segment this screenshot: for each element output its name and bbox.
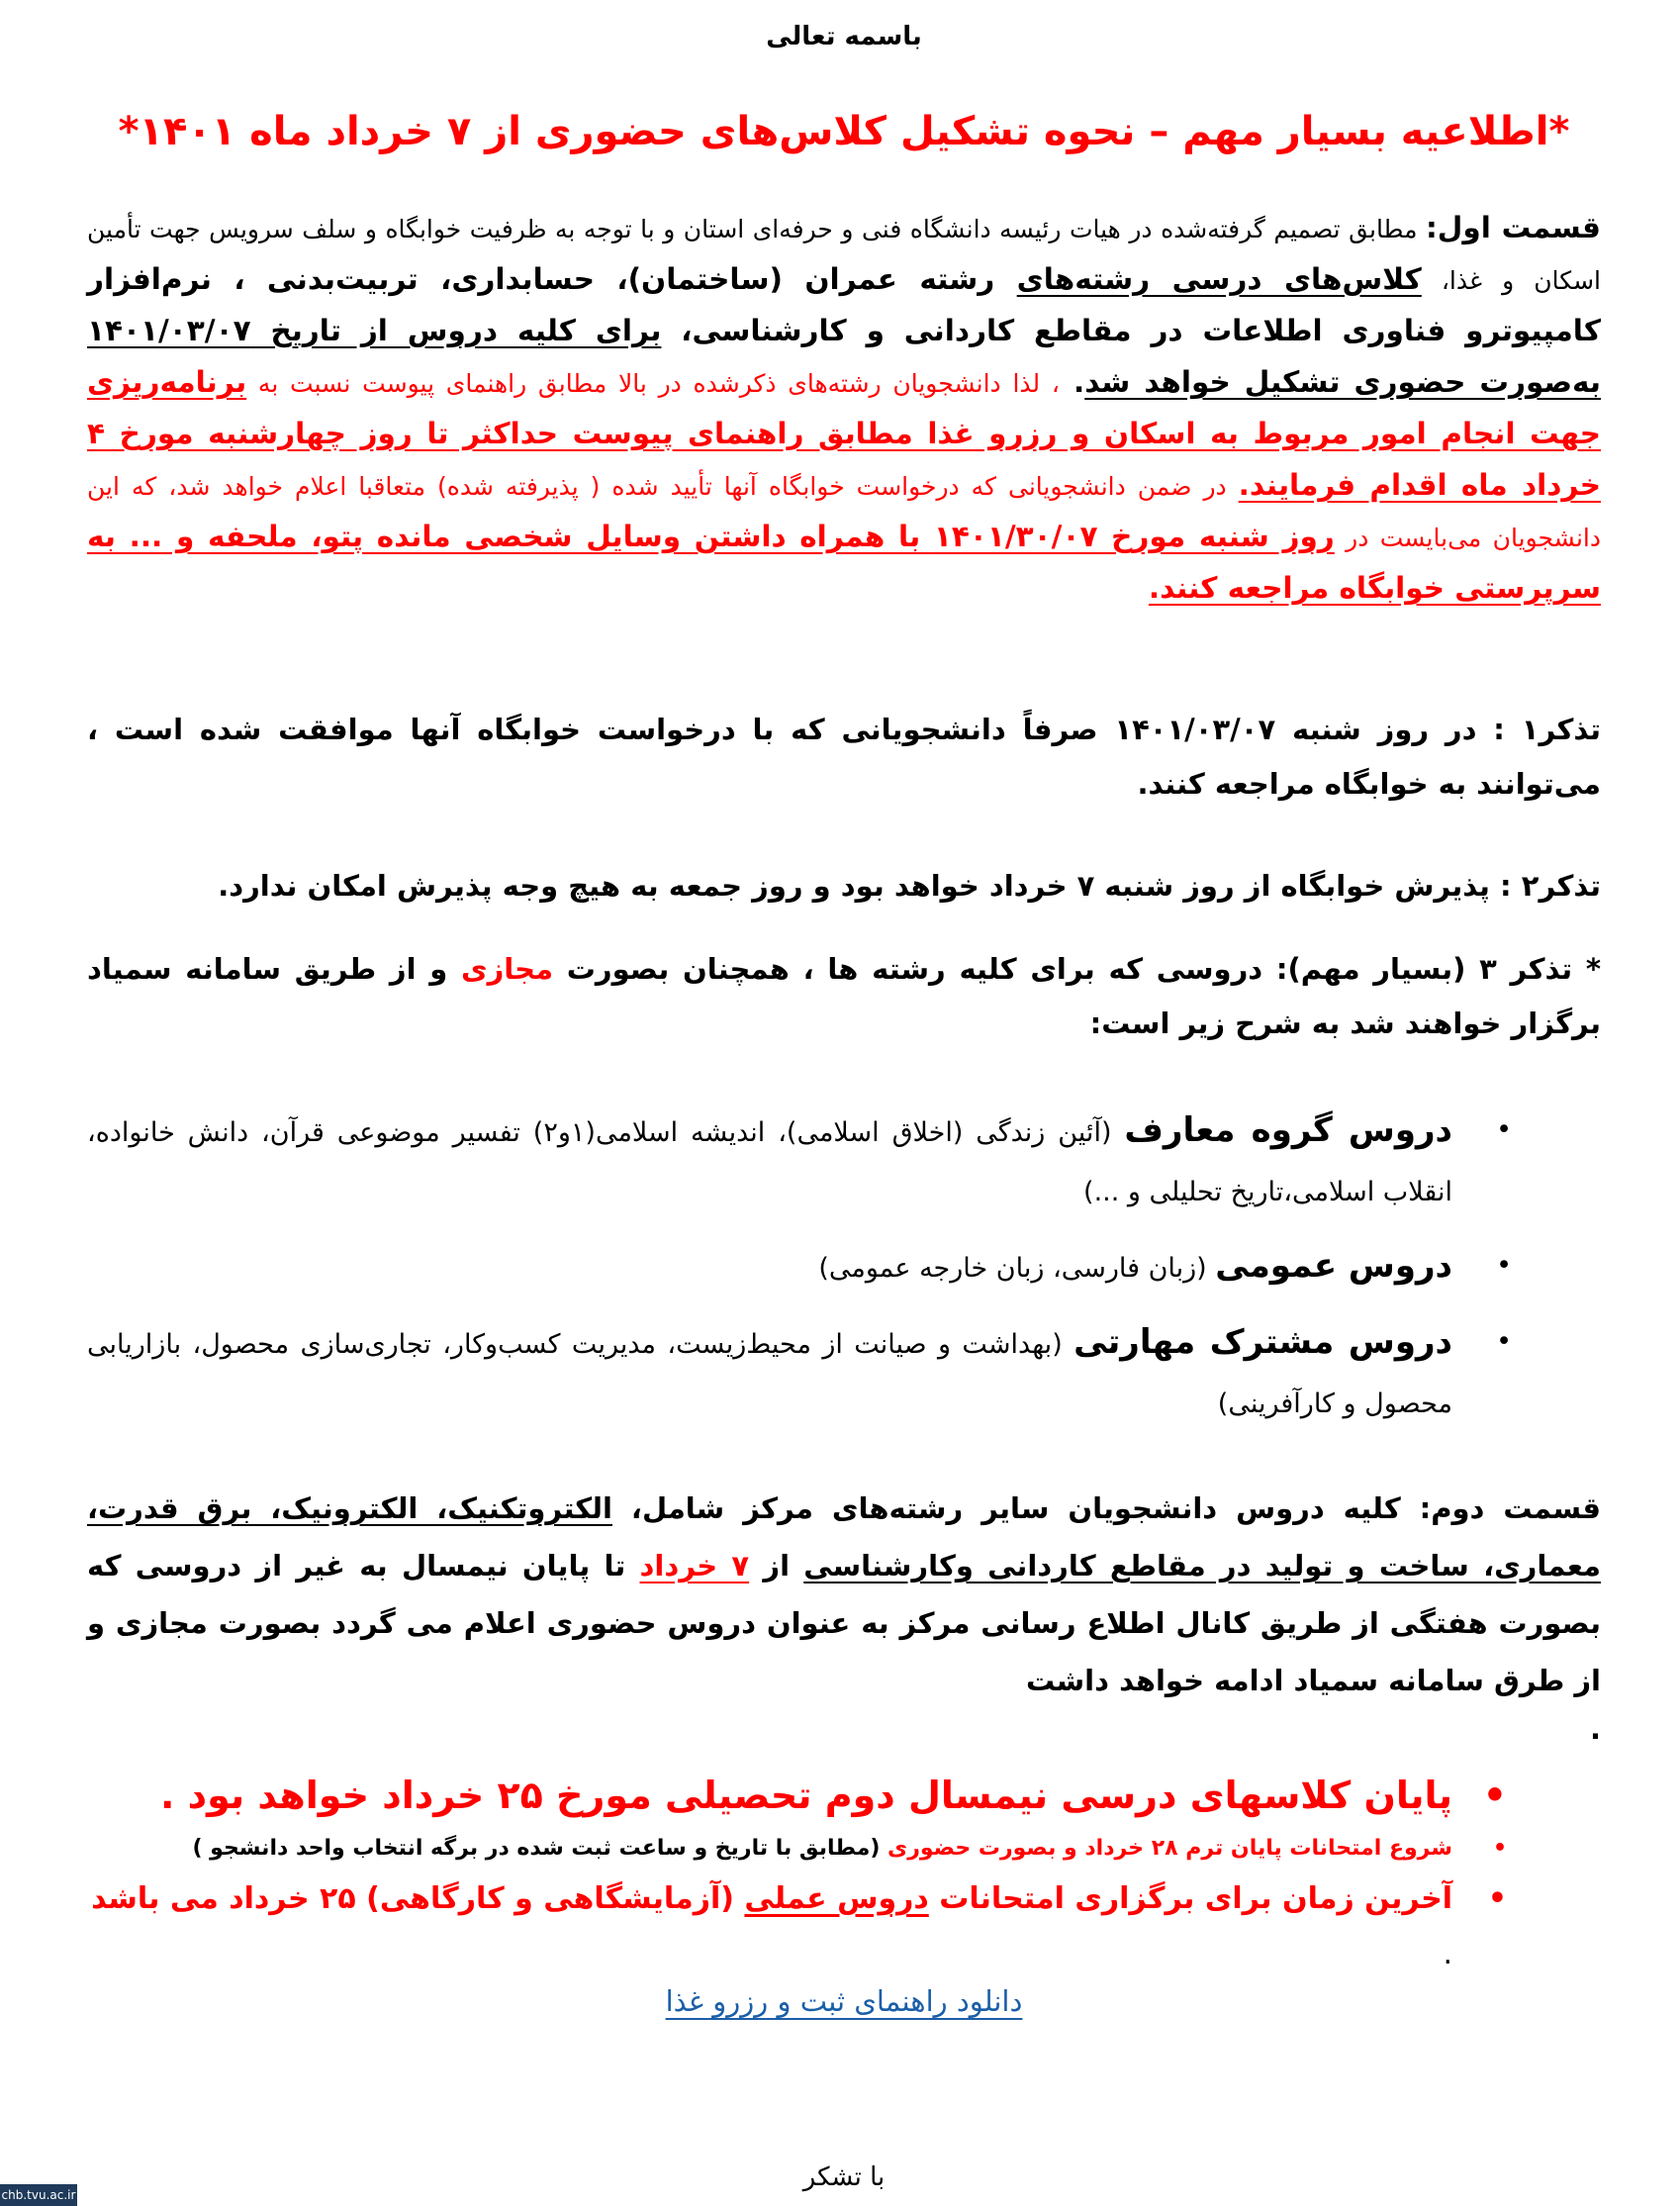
course-group-title: دروس گروه معارف: [1124, 1110, 1452, 1150]
in-person-date: برای کلیه دروس از تاریخ ۱۴۰۱/۰۳/۰۷ به‌صورت حضوری تشکیل خواهد شد: [87, 314, 1601, 399]
course-group-desc: (آئین زندگی (اخلاق اسلامی)، اندیشه اسلامی(۱و۲) تفسیر موضوعی قرآن، دانش خانواده، انقلاب اسلامی،تاریخ تحلیلی و ...): [87, 1117, 1452, 1207]
note-two: تذکر۲ : پذیرش خوابگاه از روز شنبه ۷ خرداد خواهد بود و روز جمعه به هیچ وجه پذیرش امکان ندارد.: [218, 869, 1601, 903]
announcement-title: *اطلاعیه بسیار مهم – نحوه تشکیل کلاس‌های حضوری از ۷ خرداد ماه ۱۴۰۱*: [118, 109, 1570, 154]
thanks-text: با تشکر: [802, 2162, 886, 2192]
closing-dot: .: [1443, 1937, 1452, 1971]
bullet-icon: •: [1492, 1836, 1507, 1861]
part-two-start: قسمت دوم: کلیه دروس دانشجویان سایر رشته‌های مرکز شامل،: [612, 1491, 1602, 1525]
bullet-icon: •: [1496, 1250, 1512, 1281]
list-item: [87, 1101, 1601, 1222]
course-group-desc: (بهداشت و صیانت از محیط‌زیست، مدیریت کسب‌وکار، تجاری‌سازی محصول، بازاریابی محصول و کارآفرینی): [87, 1329, 1452, 1419]
planning-deadline: برنامه‌ریزی جهت انجام امور مربوط به اسکان و رزرو غذا مطابق راهنمای پیوست حداکثر تا روز چهارشنبه مورخ ۴ خرداد ماه اقدام فرمایند.: [87, 365, 1601, 502]
download-guide-link-wrap: [87, 1984, 1601, 2018]
virtual-word: مجازی: [461, 952, 554, 986]
note-one: تذکر۱ : در روز شنبه ۱۴۰۱/۰۳/۰۷ صرفاً دانشجویانی که با درخواست خوابگاه آنها موافقت شده است ، می‌توانند به خوابگاه مراجعه کنند.: [87, 713, 1601, 801]
note-three-end: و از طریق سامانه سمیاد برگزار خواهند شد به شرح زیر است:: [87, 952, 1601, 1040]
site-logo: chb.tvu.ac.ir: [0, 2184, 77, 2206]
start-date: ۷ خرداد: [639, 1549, 750, 1583]
part-two-from: از: [749, 1549, 804, 1583]
exams-start: شروع امتحانات پایان ترم ۲۸ خرداد و بصورت حضوری: [880, 1836, 1452, 1861]
practical-exams-start: آخرین زمان برای برگزاری امتحانات: [928, 1881, 1452, 1916]
download-guide-link[interactable]: دانلود راهنمای ثبت و رزرو غذا: [665, 1984, 1023, 2018]
classes-end-date: پایان کلاسهای درسی نیمسال دوم تحصیلی مورخ ۲۵ خرداد خواهد بود .: [159, 1774, 1452, 1817]
bullet-icon: •: [1482, 1774, 1507, 1817]
bullet-icon: •: [1496, 1326, 1512, 1357]
other-majors: الکتروتکنیک، الکترونیک، برق قدرت، معماری، ساخت و تولید در مقاطع کاردانی وکارشناسی: [87, 1491, 1602, 1583]
dormitory-acceptance: در ضمن دانشجویانی که درخواست خوابگاه آنها تأیید شده ( پذیرفته شده) متعاقبا اعلام خواهد شد، که این دانشجویان می‌بایست در: [87, 472, 1601, 552]
bullet-icon: •: [1496, 1114, 1512, 1145]
list-item: [87, 1312, 1601, 1434]
course-group-desc: (زبان فارسی، زبان خارجه عمومی): [818, 1253, 1216, 1284]
part-two-dot: .: [1589, 1712, 1601, 1746]
note-three-start: * تذکر ۳ (بسیار مهم): دروسی که برای کلیه رشته ها ، همچنان بصورت: [553, 952, 1601, 986]
list-item: [87, 1826, 1601, 1871]
majors-list: رشته عمران (ساختمان)، حسابداری، تربیت‌بدنی ، نرم‌افزار کامپیوترو فناوری اطلاعات در مقاطع کاردانی و کارشناسی،: [87, 262, 1601, 347]
part-one-paragraph: [87, 203, 1601, 615]
bullet-icon: •: [1487, 1881, 1507, 1916]
course-group-title: دروس مشترک مهارتی: [1073, 1322, 1452, 1362]
part-two-rest: تا پایان نیمسال به غیر از دروسی که بصورت هفتگی از طریق کانال اطلاع رسانی مرکز به عنوان دروس حضوری اعلام می گردد بصورت مجازی و از طرق سامانه سمیاد ادامه خواهد داشت: [87, 1549, 1601, 1697]
closing-dates-list: [87, 1765, 1601, 1982]
note-three: [87, 942, 1601, 1051]
part-one-intro: مطابق تصمیم گرفته‌شده در هیات رئیسه دانشگاه فنی و حرفه‌ای استان و با توجه به ظرفیت خوابگاه و سلف سرویس جهت تأمین اسکان و غذا،: [87, 215, 1601, 295]
classes-phrase: کلاس‌های درسی رشته‌های: [1016, 262, 1422, 296]
list-item: [87, 1871, 1601, 1982]
virtual-courses-list: [87, 1101, 1601, 1448]
part-two-paragraph: [87, 1480, 1601, 1749]
list-item: [87, 1236, 1601, 1298]
practical-courses: دروس عملی: [744, 1881, 929, 1916]
part-one-dot: .: [1059, 365, 1085, 399]
exams-schedule-note: (مطابق با تاریخ و ساعت ثبت شده در برگه انتخاب واحد دانشجو ): [192, 1836, 881, 1861]
list-item: [87, 1765, 1601, 1826]
course-group-title: دروس عمومی: [1215, 1246, 1452, 1286]
students-instruction: ، لذا دانشجویان رشته‌های ذکرشده در بالا مطابق راهنمای پیوست نسبت به: [246, 369, 1060, 398]
bless-heading: باسمه تعالی: [766, 22, 922, 51]
dormitory-report-date: روز شنبه مورخ ۱۴۰۱/۳۰/۰۷ با همراه داشتن وسایل شخصی مانده پتو، ملحفه و ... به سرپرستی خوابگاه مراجعه کنند.: [87, 520, 1601, 605]
practical-exams-date: (آزمایشگاهی و کارگاهی) ۲۵ خرداد می باشد: [91, 1881, 745, 1916]
part-one-label: قسمت اول:: [1425, 211, 1601, 244]
